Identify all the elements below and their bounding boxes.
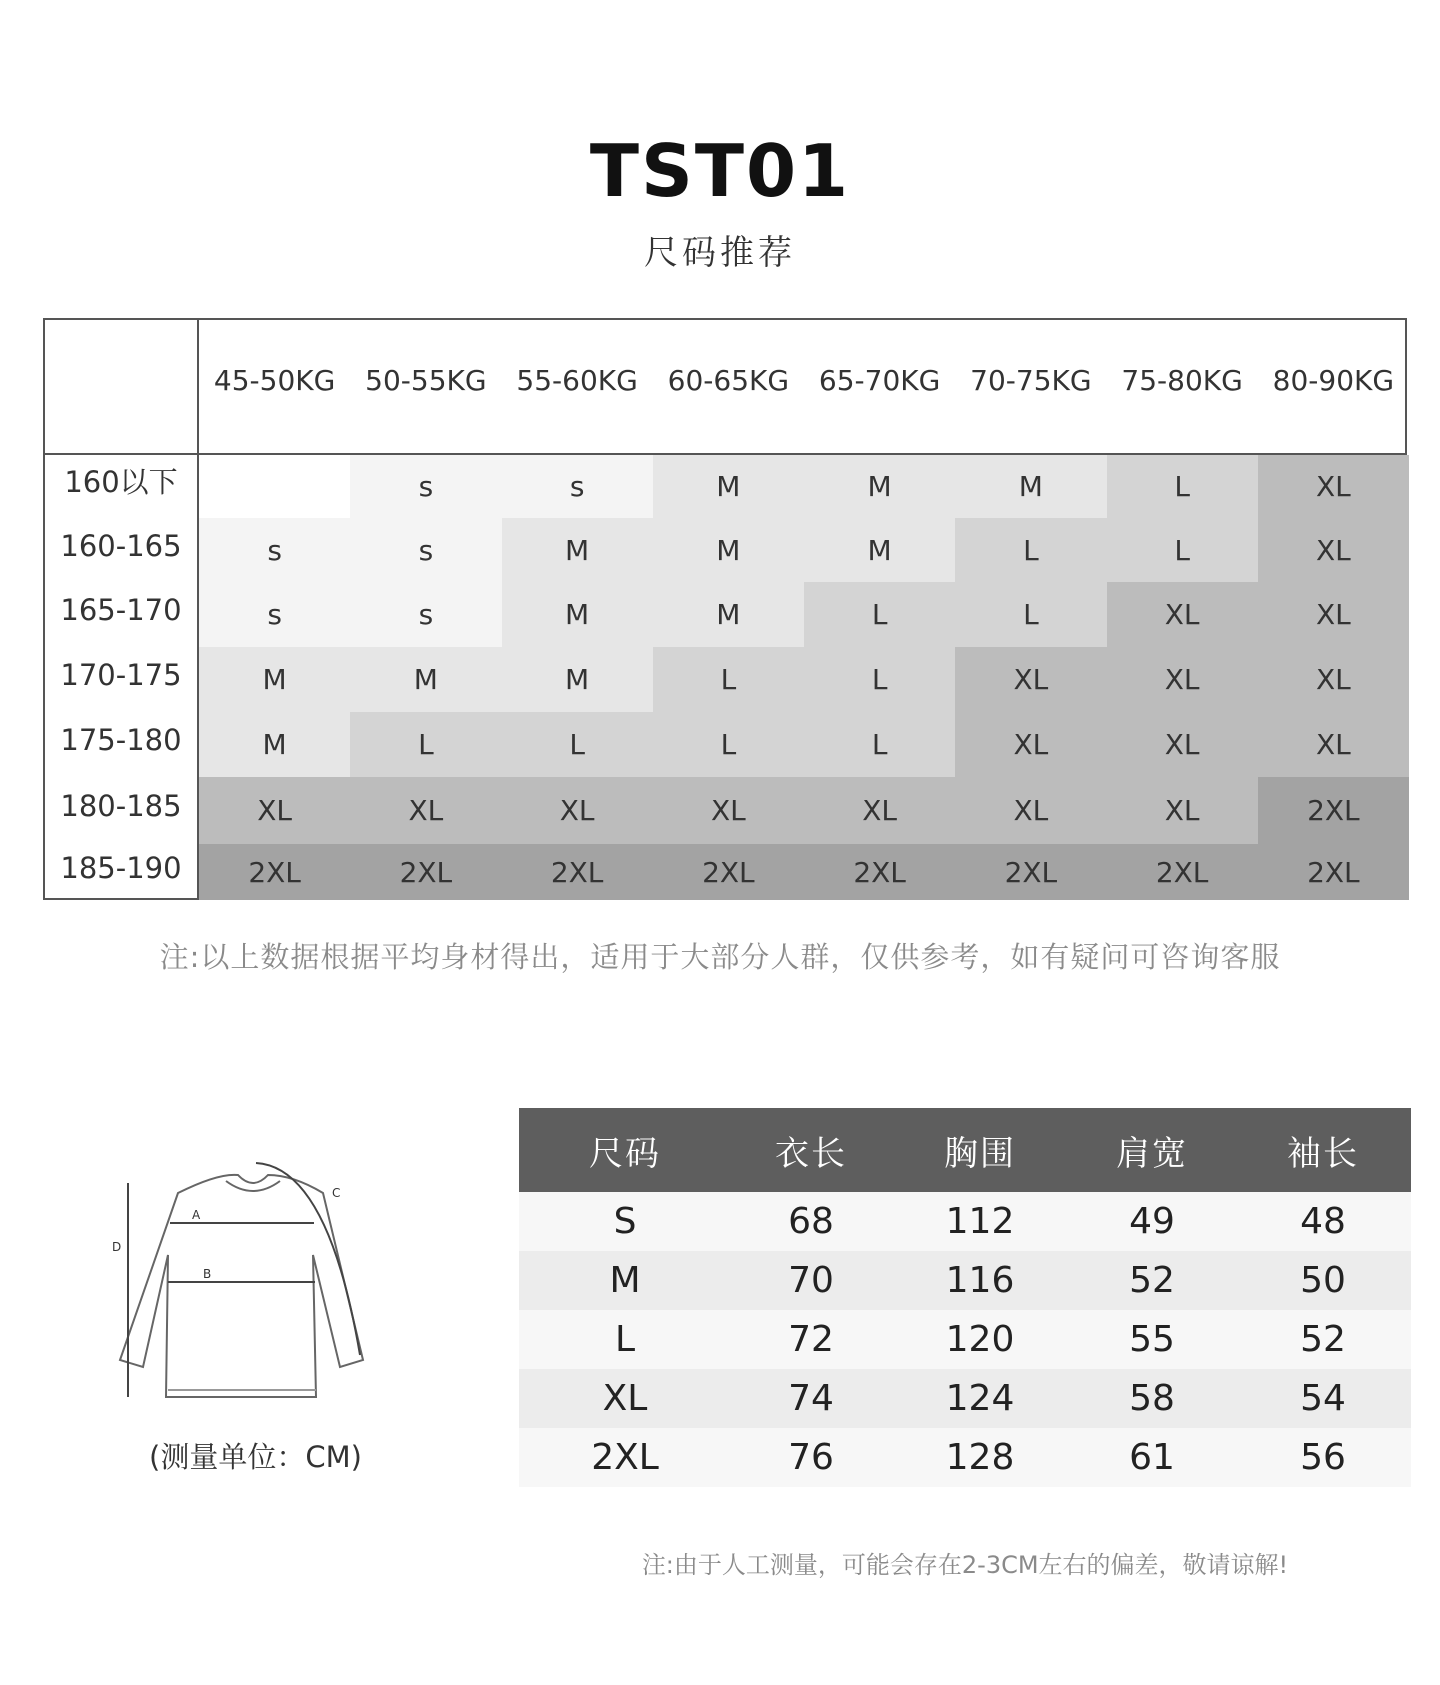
measure-line-c xyxy=(256,1163,360,1355)
page-title: TST01 xyxy=(589,129,851,213)
size-cell: L xyxy=(804,647,955,712)
table-row xyxy=(519,1251,1411,1310)
size-cell: 2XL xyxy=(1258,777,1409,844)
sweater-outline xyxy=(120,1175,363,1397)
size-cell: XL xyxy=(653,777,804,844)
size-cell: M xyxy=(804,518,955,582)
height-header: 185-190 xyxy=(60,851,182,885)
size-cell: M xyxy=(804,455,955,518)
measurement-cell: 128 xyxy=(945,1437,1015,1478)
measurement-cell: 56 xyxy=(1300,1437,1346,1478)
size-cell: M xyxy=(653,455,804,518)
size-cell: 2XL xyxy=(804,844,955,900)
measurement-cell: 54 xyxy=(1300,1378,1346,1419)
size-cell: 2XL xyxy=(955,844,1106,900)
measurement-cell: 55 xyxy=(1129,1319,1175,1360)
weight-header: 50-55KG xyxy=(365,364,487,397)
measurement-header: 衣长 xyxy=(775,1133,847,1174)
table-row xyxy=(519,1369,1411,1428)
measurement-cell: 116 xyxy=(945,1260,1015,1301)
label-c: C xyxy=(332,1186,341,1200)
size-cell: XL xyxy=(1258,712,1409,777)
size-cell: L xyxy=(653,647,804,712)
size-cell: M xyxy=(653,582,804,647)
size-cell: XL xyxy=(1258,582,1409,647)
size-cell: 2XL xyxy=(653,844,804,900)
measurement-table xyxy=(519,1108,1411,1487)
size-cell: s xyxy=(350,455,501,518)
measurement-cell: 52 xyxy=(1129,1260,1175,1301)
weight-header: 60-65KG xyxy=(667,364,790,397)
measurement-unit: (测量单位：CM) xyxy=(149,1440,362,1474)
measurement-note: 注:由于人工测量，可能会存在2-3CM左右的偏差，敬请谅解! xyxy=(641,1551,1289,1579)
measurement-cell: 76 xyxy=(788,1437,834,1478)
size-cell: L xyxy=(1107,518,1258,582)
size-cell: XL xyxy=(1107,777,1258,844)
table-row xyxy=(519,1310,1411,1369)
size-cell: XL xyxy=(804,777,955,844)
size-cell: XL xyxy=(1258,518,1409,582)
garment-diagram xyxy=(108,1135,398,1420)
height-header: 165-170 xyxy=(60,593,182,627)
table-row xyxy=(519,1428,1411,1487)
weight-header: 55-60KG xyxy=(516,364,638,397)
size-cell: L xyxy=(955,518,1106,582)
size-cell: L xyxy=(804,582,955,647)
size-cell: L xyxy=(804,712,955,777)
weight-header: 75-80KG xyxy=(1121,364,1243,397)
size-cell: 2XL xyxy=(1107,844,1258,900)
size-cell: s xyxy=(350,518,501,582)
size-cell: XL xyxy=(1107,712,1258,777)
measurement-cell: L xyxy=(614,1319,636,1360)
size-cell: 2XL xyxy=(1258,844,1409,900)
measurement-cell: 58 xyxy=(1129,1378,1175,1419)
measurement-cell: 2XL xyxy=(591,1437,659,1478)
measurement-cell: 61 xyxy=(1129,1437,1175,1478)
measurement-header: 肩宽 xyxy=(1116,1133,1188,1174)
measurement-cell: 74 xyxy=(788,1378,834,1419)
size-cell: L xyxy=(1107,455,1258,518)
measurement-cell: 48 xyxy=(1300,1201,1346,1242)
size-cell: XL xyxy=(502,777,653,844)
size-cell: XL xyxy=(1107,582,1258,647)
height-header: 160-165 xyxy=(60,529,182,563)
measurement-cell: 112 xyxy=(945,1201,1015,1242)
weight-header: 45-50KG xyxy=(213,364,336,397)
size-cell: XL xyxy=(199,777,350,844)
size-cell: XL xyxy=(1258,455,1409,518)
measurement-header: 袖长 xyxy=(1287,1133,1359,1174)
size-cell: M xyxy=(199,712,350,777)
size-cell: L xyxy=(502,712,653,777)
measurement-cell: XL xyxy=(602,1378,648,1419)
height-header: 160以下 xyxy=(64,465,178,499)
recommendation-note: 注:以上数据根据平均身材得出，适用于大部分人群，仅供参考，如有疑问可咨询客服 xyxy=(159,940,1281,974)
measurement-cell: 49 xyxy=(1129,1201,1175,1242)
size-recommendation-table xyxy=(43,318,1407,900)
weight-header: 80-90KG xyxy=(1272,364,1395,397)
size-cell: s xyxy=(502,455,653,518)
size-cell: XL xyxy=(955,777,1106,844)
size-cell: XL xyxy=(1107,647,1258,712)
height-header: 175-180 xyxy=(60,723,182,757)
label-d: D xyxy=(112,1240,122,1254)
size-cell: M xyxy=(199,647,350,712)
measurement-cell: S xyxy=(613,1201,637,1242)
size-cell: M xyxy=(955,455,1106,518)
size-cell: XL xyxy=(350,777,501,844)
measurement-cell: 72 xyxy=(788,1319,834,1360)
size-cell: M xyxy=(502,582,653,647)
measurement-header: 胸围 xyxy=(944,1133,1016,1174)
size-cell: 2XL xyxy=(350,844,501,900)
size-cell: s xyxy=(350,582,501,647)
size-cell: XL xyxy=(1258,647,1409,712)
size-cell xyxy=(199,455,350,518)
page-subtitle: 尺码推荐 xyxy=(644,233,796,273)
measurement-cell: 124 xyxy=(945,1378,1015,1419)
size-cell: M xyxy=(502,518,653,582)
size-cell: 2XL xyxy=(199,844,350,900)
measurement-header: 尺码 xyxy=(589,1133,661,1174)
measurement-cell: 68 xyxy=(788,1201,834,1242)
size-cell: M xyxy=(502,647,653,712)
size-cell: s xyxy=(199,582,350,647)
size-cell: M xyxy=(653,518,804,582)
size-cell: 2XL xyxy=(502,844,653,900)
measurement-cell: 50 xyxy=(1300,1260,1346,1301)
size-cell: s xyxy=(199,518,350,582)
size-cell: L xyxy=(955,582,1106,647)
weight-header: 70-75KG xyxy=(970,364,1092,397)
size-cell: L xyxy=(653,712,804,777)
measurement-cell: 70 xyxy=(788,1260,834,1301)
size-cell: M xyxy=(350,647,501,712)
size-cell: L xyxy=(350,712,501,777)
measurement-cell: 120 xyxy=(945,1319,1015,1360)
height-header: 180-185 xyxy=(60,789,182,823)
label-a: A xyxy=(192,1208,201,1222)
label-b: B xyxy=(203,1267,212,1281)
weight-header: 65-70KG xyxy=(818,364,941,397)
measurement-table-header xyxy=(519,1108,1411,1192)
table-row xyxy=(519,1192,1411,1251)
measurement-cell: M xyxy=(609,1260,641,1301)
size-cell: XL xyxy=(955,712,1106,777)
measurement-cell: 52 xyxy=(1300,1319,1346,1360)
size-cell: XL xyxy=(955,647,1106,712)
height-header: 170-175 xyxy=(60,658,182,692)
